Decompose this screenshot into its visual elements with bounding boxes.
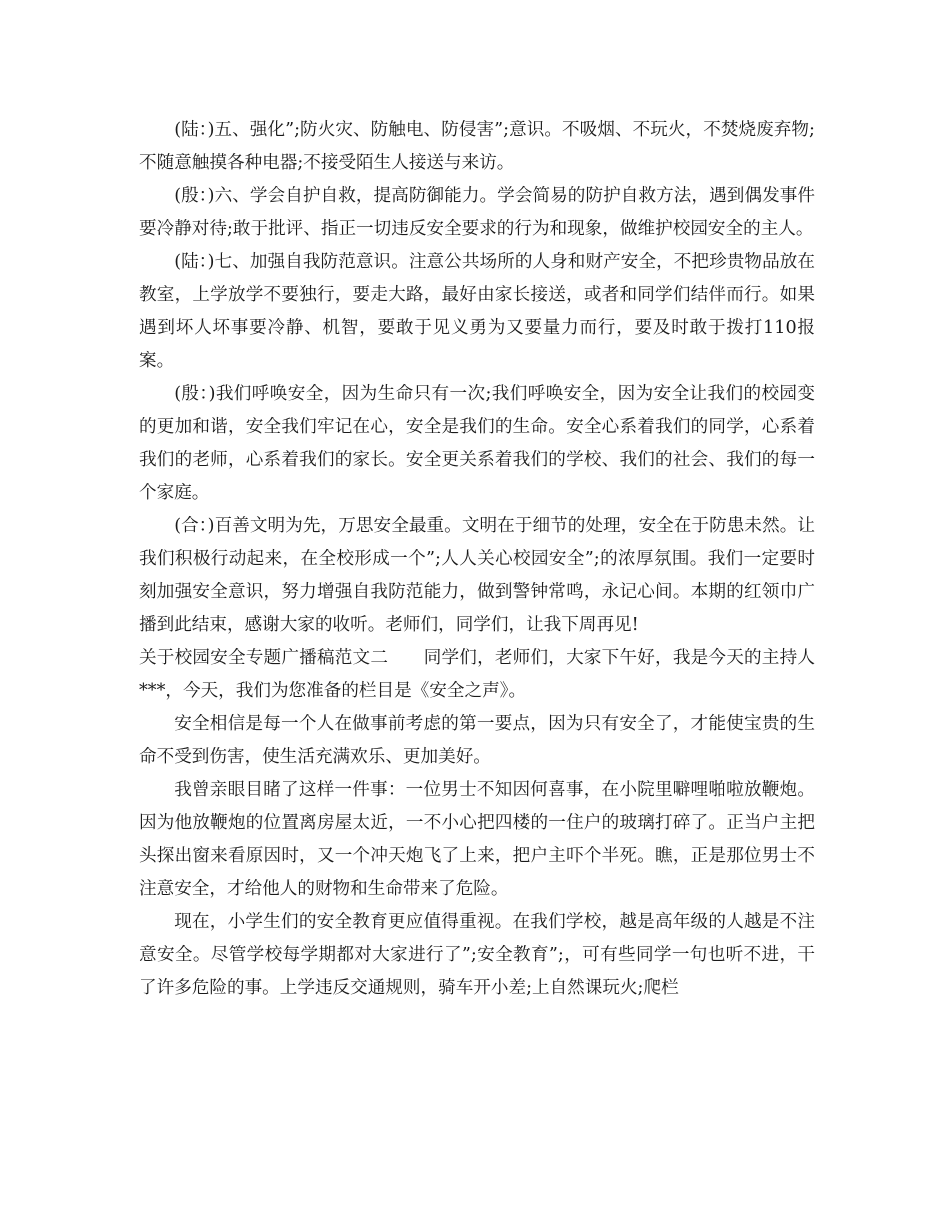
paragraph-6-section-heading: 关于校园安全专题广播稿范文二 同学们，老师们，大家下午好，我是今天的主持人***，今天，我们为您准备的栏目是《安全之声》。 [139,648,815,701]
paragraph-1: (陆：)五、强化”;防火灾、防触电、防侵害”;意识。不吸烟、不玩火，不焚烧废弃物;不随意触摸各种电器;不接受陌生人接送与来访。 [139,120,815,173]
paragraph-8: 我曾亲眼目睹了这样一件事：一位男士不知因何喜事，在小院里噼哩啪啦放鞭炮。因为他放鞭炮的位置离房屋太近，一不小心把四楼的一住户的玻璃打碎了。正当户主把头探出窗来看原因时，又一个冲天炮飞了上来，把户主吓个半死。瞧，正是那位男士不注意安全，才给他人的财物和生命带来了危险。 [139,780,815,899]
document-body [139,114,815,1005]
paragraph-9: 现在，小学生们的安全教育更应值得重视。在我们学校，越是高年级的人越是不注意安全。尽管学校每学期都对大家进行了”;安全教育”;，可有些同学一句也听不进，干了许多危险的事。上学违反交通规则，骑车开小差;上自然课玩火;爬栏 [139,912,815,998]
paragraph-7: 安全相信是每一个人在做事前考虑的第一要点，因为只有安全了，才能使宝贵的生命不受到伤害，使生活充满欢乐、更加美好。 [139,714,815,767]
paragraph-5: (合：)百善文明为先，万思安全最重。文明在于细节的处理，安全在于防患未然。让我们积极行动起来，在全校形成一个”;人人关心校园安全”;的浓厚氛围。我们一定要时刻加强安全意识，努力增强自我防范能力，做到警钟常鸣，永记心间。本期的红领巾广播到此结束，感谢大家的收听。老师们，同学们，让我下周再见! [139,516,815,635]
paragraph-4: (殷：)我们呼唤安全，因为生命只有一次;我们呼唤安全，因为安全让我们的校园变的更加和谐，安全我们牢记在心，安全是我们的生命。安全心系着我们的同学，心系着我们的老师，心系着我们的家长。安全更关系着我们的学校、我们的社会、我们的每一个家庭。 [139,384,815,503]
paragraph-3: (陆：)七、加强自我防范意识。注意公共场所的人身和财产安全，不把珍贵物品放在教室，上学放学不要独行，要走大路，最好由家长接送，或者和同学们结伴而行。如果遇到坏人坏事要冷静、机智，要敢于见义勇为又要量力而行，要及时敢于拨打110报案。 [139,252,815,371]
paragraph-2: (殷：)六、学会自护自救，提高防御能力。学会简易的防护自救方法，遇到偶发事件要冷静对待;敢于批评、指正一切违反安全要求的行为和现象，做维护校园安全的主人。 [139,186,815,239]
